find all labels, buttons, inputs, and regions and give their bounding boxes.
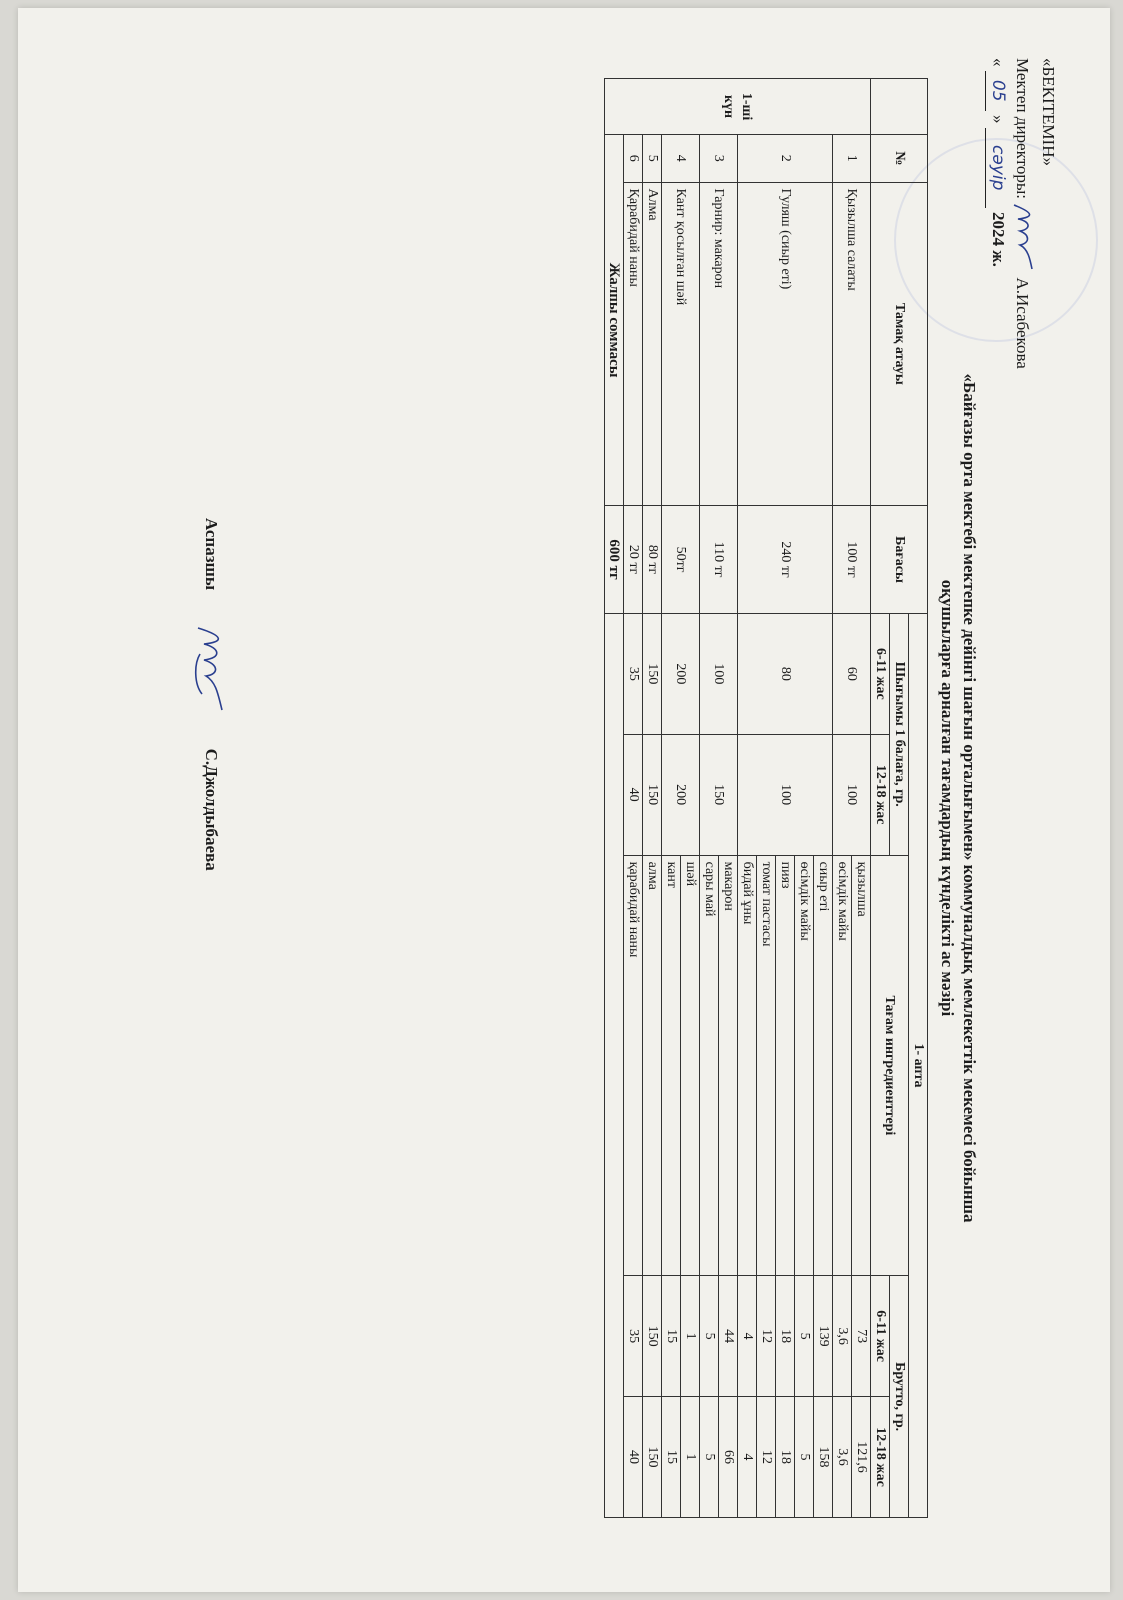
brutto-12-18: 5 <box>795 1397 814 1518</box>
total-label: Жалпы соммасы <box>605 135 624 506</box>
dish-number: 5 <box>643 135 662 182</box>
header-age-6-11: 6-11 жас <box>871 613 890 734</box>
total-row <box>605 79 624 1518</box>
document-title-line1: «Байғазы орта мектебі мектепке дейінгі шағын орталығымен» коммуналдық мемлекеттік мекемесі бойынша <box>960 373 979 1223</box>
brutto-12-18: 66 <box>719 1397 738 1518</box>
ingredient-name: өсімдік майы <box>833 855 852 1276</box>
brutto-12-18: 158 <box>814 1397 833 1518</box>
header-row <box>909 79 928 1518</box>
brutto-12-18: 18 <box>776 1397 795 1518</box>
brutto-6-11: 15 <box>662 1276 681 1397</box>
brutto-6-11: 12 <box>757 1276 776 1397</box>
table-row <box>643 79 662 1518</box>
dish-name: Алма <box>643 182 662 506</box>
brutto-6-11: 44 <box>719 1276 738 1397</box>
dish-price: 100 тг <box>833 506 871 614</box>
table-row <box>624 79 643 1518</box>
brutto-6-11: 73 <box>852 1276 871 1397</box>
yield-12-18: 100 <box>833 734 871 855</box>
brutto-12-18: 121,6 <box>852 1397 871 1518</box>
date-month: сәуір <box>985 128 1010 208</box>
brutto-12-18: 4 <box>738 1397 757 1518</box>
brutto-6-11: 1 <box>681 1276 700 1397</box>
dish-price: 50тг <box>662 506 700 614</box>
brutto-6-11: 5 <box>795 1276 814 1397</box>
document-title-line2: оқушыларға арналған тағамдардың күнделікті ас мәзірі <box>938 579 957 1017</box>
header-brutto: Брутто, гр. <box>890 1276 909 1518</box>
ingredient-name: кант <box>662 855 681 1276</box>
dish-name: Гарнир: макарон <box>700 182 738 506</box>
yield-12-18: 150 <box>700 734 738 855</box>
date-day: 05 <box>985 71 1010 111</box>
brutto-6-11: 18 <box>776 1276 795 1397</box>
dish-number: 6 <box>624 135 643 182</box>
brutto-6-11: 35 <box>624 1276 643 1397</box>
dish-name: Гуляш (сиыр еті) <box>738 182 833 506</box>
director-label: Мектеп директоры: <box>1013 58 1032 199</box>
header-week: 1- апта <box>909 613 928 1517</box>
ingredient-name: макарон <box>719 855 738 1276</box>
director-name: А.Исабекова <box>1013 277 1032 369</box>
brutto-6-11: 4 <box>738 1276 757 1397</box>
brutto-12-18: 150 <box>643 1397 662 1518</box>
ingredient-name: бидай ұны <box>738 855 757 1276</box>
brutto-6-11: 139 <box>814 1276 833 1397</box>
ingredient-name: томат пастасы <box>757 855 776 1276</box>
header-age-12-18: 12-18 жас <box>871 734 890 855</box>
cook-label: Аспазшы <box>202 518 222 591</box>
ingredient-name: қызылша <box>852 855 871 1276</box>
header-name: Тамақ атауы <box>871 182 928 506</box>
total-value: 600 тг <box>605 506 624 614</box>
header-blank-cell <box>871 79 928 135</box>
table-row <box>814 79 833 1518</box>
dish-price: 240 тг <box>738 506 833 614</box>
total-empty <box>605 613 624 1517</box>
yield-6-11: 60 <box>833 613 871 734</box>
yield-6-11: 100 <box>700 613 738 734</box>
brutto-12-18: 12 <box>757 1397 776 1518</box>
header-yield: Шығымы 1 балаға, гр. <box>890 613 909 855</box>
cook-signature-line <box>192 518 228 871</box>
ingredient-name: сары май <box>700 855 719 1276</box>
brutto-12-18: 5 <box>700 1397 719 1518</box>
dish-price: 80 тг <box>643 506 662 614</box>
header-num: № <box>871 135 928 182</box>
brutto-6-11: 5 <box>700 1276 719 1397</box>
yield-12-18: 200 <box>662 734 700 855</box>
brutto-12-18: 1 <box>681 1397 700 1518</box>
dish-number: 2 <box>738 135 833 182</box>
ingredient-name: алма <box>643 855 662 1276</box>
yield-6-11: 80 <box>738 613 833 734</box>
header-brutto-age-6-11: 6-11 жас <box>871 1276 890 1397</box>
ingredient-name: сиыр еті <box>814 855 833 1276</box>
yield-6-11: 200 <box>662 613 700 734</box>
director-signature-icon <box>1010 203 1036 273</box>
dish-name: Кант қосылған шәй <box>662 182 700 506</box>
ingredient-name: өсімдік майы <box>795 855 814 1276</box>
brutto-12-18: 40 <box>624 1397 643 1518</box>
header-brutto-age-12-18: 12-18 жас <box>871 1397 890 1518</box>
yield-12-18: 40 <box>624 734 643 855</box>
dish-number: 1 <box>833 135 871 182</box>
yield-12-18: 150 <box>643 734 662 855</box>
date-quote-close: » <box>989 115 1008 124</box>
yield-6-11: 35 <box>624 613 643 734</box>
dish-number: 3 <box>700 135 738 182</box>
date-year: 2024 ж. <box>989 212 1008 267</box>
approve-heading: «БЕКІТЕМІН» <box>1039 58 1058 166</box>
brutto-6-11: 3,6 <box>833 1276 852 1397</box>
brutto-12-18: 15 <box>662 1397 681 1518</box>
table-row <box>681 79 700 1518</box>
dish-name: Қарабидай наны <box>624 182 643 506</box>
dish-price: 110 тг <box>700 506 738 614</box>
dish-name: Қызылша салаты <box>833 182 871 506</box>
table-row <box>719 79 738 1518</box>
ingredient-name: пияз <box>776 855 795 1276</box>
document-sheet <box>18 8 1110 1592</box>
brutto-6-11: 150 <box>643 1276 662 1397</box>
ingredient-name: қарабидай наны <box>624 855 643 1276</box>
ingredient-name: шәй <box>681 855 700 1276</box>
yield-6-11: 150 <box>643 613 662 734</box>
menu-table <box>604 78 928 1518</box>
yield-12-18: 100 <box>738 734 833 855</box>
rotated-page <box>18 18 1088 1578</box>
header-price: Бағасы <box>871 506 928 614</box>
cook-signature-icon <box>192 624 228 714</box>
director-line <box>1010 58 1036 369</box>
dish-price: 20 тг <box>624 506 643 614</box>
day-label: 1-ші күн <box>605 79 871 135</box>
brutto-12-18: 3,6 <box>833 1397 852 1518</box>
approval-date <box>985 58 1010 369</box>
table-row <box>852 79 871 1518</box>
header-ingredients: Тағам ингредиенттері <box>871 855 909 1276</box>
approval-block <box>985 58 1060 369</box>
date-quote-open: « <box>989 58 1008 67</box>
cook-name: С.Джолдыбаева <box>202 748 222 871</box>
dish-number: 4 <box>662 135 700 182</box>
